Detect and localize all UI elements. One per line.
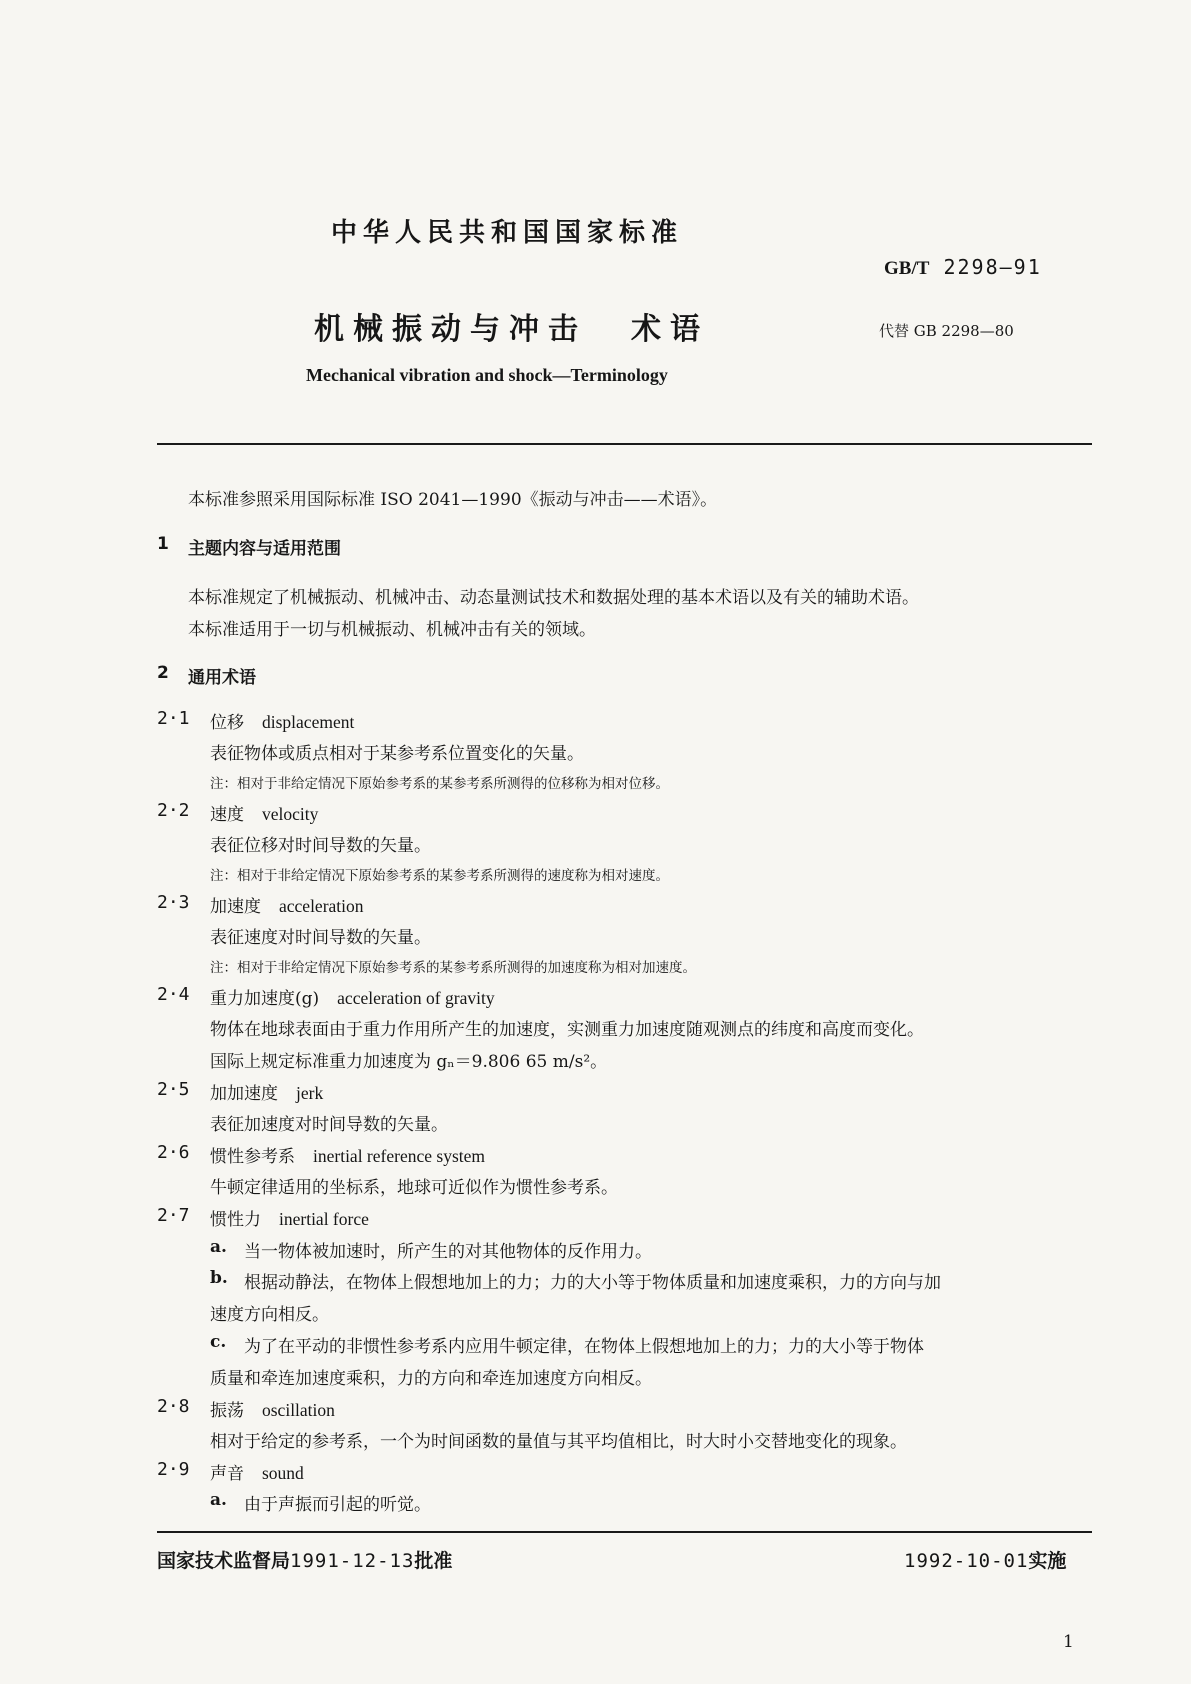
- item-text-c-line-2: 质量和牵连加速度乘积，力的方向和牵连加速度方向相反。: [210, 1369, 652, 1389]
- term-zh: 速度: [210, 805, 244, 825]
- effective-date: 1992-10-01: [904, 1550, 1029, 1572]
- term-zh: 加速度: [210, 897, 261, 917]
- effective-line: [904, 1546, 1066, 1573]
- item-text-c-line-1: 为了在平动的非惯性参考系内应用牛顿定律，在物体上假想地加上的力；力的大小等于物体: [244, 1337, 924, 1357]
- approval-suffix: 批准: [414, 1550, 453, 1572]
- term-number: 2·8: [157, 1396, 190, 1417]
- section-1-number: 1: [157, 534, 169, 554]
- item-text-a: 当一物体被加速时，所产生的对其他物体的反作用力。: [244, 1242, 652, 1262]
- section-1-title: 主题内容与适用范围: [188, 539, 341, 559]
- term-note: 注：相对于非给定情况下原始参考系的某参考系所测得的加速度称为相对加速度。: [210, 960, 696, 976]
- document-title: [314, 304, 709, 348]
- term-en: velocity: [262, 804, 319, 824]
- item-text-b-line-1: 根据动静法，在物体上假想地加上的力；力的大小等于物体质量和加速度乘积，力的方向与加: [244, 1273, 941, 1293]
- item-label-c: c.: [210, 1332, 227, 1352]
- term-definition: 表征位移对时间导数的矢量。: [210, 836, 431, 856]
- effective-suffix: 实施: [1028, 1550, 1067, 1572]
- term-en: oscillation: [262, 1400, 335, 1420]
- national-standard-title: 中华人民共和国国家标准: [331, 218, 684, 248]
- term-zh: 加加速度: [210, 1084, 278, 1104]
- term-definition: 表征加速度对时间导数的矢量。: [210, 1115, 448, 1135]
- term-heading: [210, 984, 495, 1009]
- term-definition: 牛顿定律适用的坐标系，地球可近似作为惯性参考系。: [210, 1178, 618, 1198]
- term-number: 2·3: [157, 892, 190, 913]
- term-zh: 振荡: [210, 1401, 244, 1421]
- term-definition: 表征速度对时间导数的矢量。: [210, 928, 431, 948]
- approval-date: 1991-12-13: [290, 1550, 415, 1572]
- term-note: 注：相对于非给定情况下原始参考系的某参考系所测得的位移称为相对位移。: [210, 776, 669, 792]
- term-heading: [210, 892, 364, 917]
- term-number: 2·9: [157, 1459, 190, 1480]
- term-zh: 位移: [210, 713, 244, 733]
- term-number: 2·1: [157, 708, 190, 729]
- section-1-paragraph-2: 本标准适用于一切与机械振动、机械冲击有关的领域。: [188, 620, 596, 640]
- standard-number: 2298—91: [929, 255, 1042, 279]
- term-note: 注：相对于非给定情况下原始参考系的某参考系所测得的速度称为相对速度。: [210, 868, 669, 884]
- standard-prefix: GB/T: [884, 258, 930, 279]
- item-label-a: a.: [210, 1490, 227, 1510]
- item-text-b-line-2: 速度方向相反。: [210, 1305, 329, 1325]
- term-number: 2·4: [157, 984, 190, 1005]
- term-heading: [210, 800, 318, 825]
- term-definition-2: 国际上规定标准重力加速度为 gₙ＝9.806 65 m/s²。: [210, 1052, 608, 1072]
- term-en: jerk: [296, 1083, 324, 1103]
- title-part-2: 术语: [631, 312, 709, 347]
- term-definition: 相对于给定的参考系，一个为时间函数的量值与其平均值相比，时大时小交替地变化的现象。: [210, 1432, 907, 1452]
- item-label-a: a.: [210, 1237, 227, 1257]
- term-heading: [210, 1396, 335, 1421]
- approval-line: [157, 1546, 452, 1573]
- approval-org: 国家技术监督局: [157, 1550, 291, 1572]
- term-en: displacement: [262, 712, 355, 732]
- term-heading: [210, 1205, 369, 1230]
- footer-divider: [157, 1531, 1092, 1533]
- term-en: inertial force: [279, 1209, 369, 1229]
- term-definition-1: 物体在地球表面由于重力作用所产生的加速度，实测重力加速度随观测点的纬度和高度而变化。: [210, 1020, 924, 1040]
- term-number: 2·5: [157, 1079, 190, 1100]
- replaces-standard: 代替 GB 2298—80: [879, 322, 1014, 340]
- section-1-paragraph-1: 本标准规定了机械振动、机械冲击、动态量测试技术和数据处理的基本术语以及有关的辅助术语。: [188, 588, 919, 608]
- term-en: inertial reference system: [313, 1146, 485, 1166]
- term-heading: [210, 1459, 304, 1484]
- term-number: 2·6: [157, 1142, 190, 1163]
- english-title: Mechanical vibration and shock—Terminology: [306, 365, 668, 385]
- intro-paragraph: 本标准参照采用国际标准 ISO 2041—1990《振动与冲击——术语》。: [188, 490, 718, 510]
- term-number: 2·7: [157, 1205, 190, 1226]
- term-heading: [210, 1142, 485, 1167]
- term-zh: 惯性力: [210, 1210, 261, 1230]
- term-en: acceleration: [279, 896, 364, 916]
- term-number: 2·2: [157, 800, 190, 821]
- section-2-number: 2: [157, 663, 169, 683]
- standard-code: [884, 255, 1042, 280]
- term-zh: 声音: [210, 1464, 244, 1484]
- term-zh: 重力加速度(g): [210, 989, 320, 1009]
- term-heading: [210, 708, 354, 733]
- header-divider: [157, 443, 1092, 445]
- item-text-a: 由于声振而引起的听觉。: [244, 1495, 431, 1515]
- term-zh: 惯性参考系: [210, 1147, 295, 1167]
- term-heading: [210, 1079, 323, 1104]
- term-en: sound: [262, 1463, 304, 1483]
- item-label-b: b.: [210, 1268, 228, 1288]
- term-en: acceleration of gravity: [337, 988, 495, 1008]
- page-number: 1: [1063, 1632, 1074, 1652]
- section-2-title: 通用术语: [188, 668, 256, 688]
- title-part-1: 机械振动与冲击: [314, 312, 587, 347]
- term-definition: 表征物体或质点相对于某参考系位置变化的矢量。: [210, 744, 584, 764]
